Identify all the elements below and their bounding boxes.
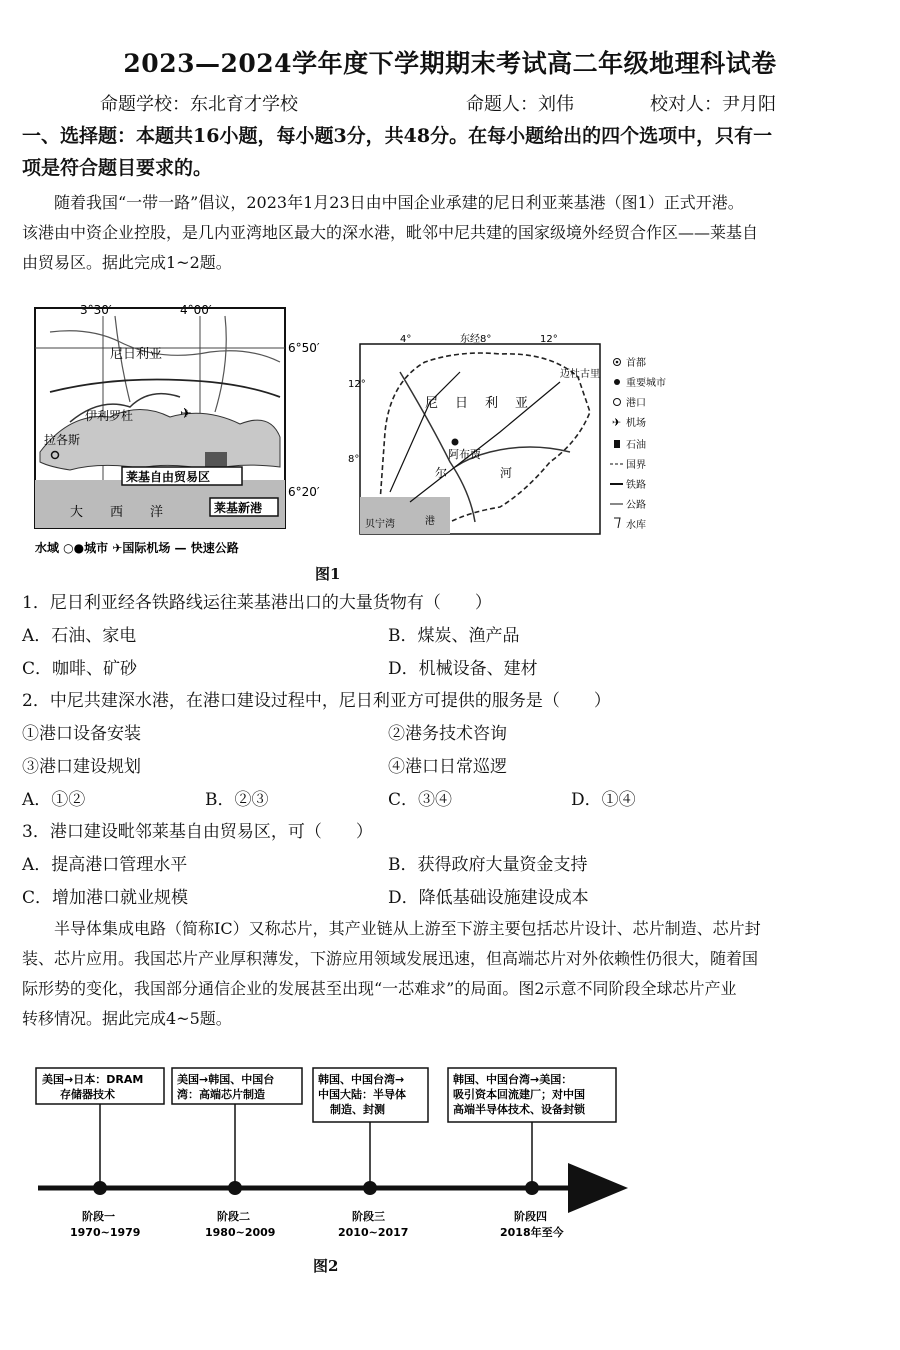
r-label-abuja: 阿布贾 bbox=[448, 448, 481, 461]
label-ocean-3: 洋 bbox=[150, 505, 164, 520]
page-title: 2023—2024学年度下学期期末考试高二年级地理科试卷 bbox=[123, 49, 777, 78]
q1-option-a[interactable]: A．石油、家电 bbox=[22, 626, 137, 646]
r-label-li: 利 bbox=[485, 396, 499, 411]
exam-school: 命题学校：东北育才学校 bbox=[100, 94, 298, 115]
q2-stem: 2．中尼共建深水港，在港口建设过程中，尼日利亚方可提供的服务是（ ） bbox=[22, 691, 611, 711]
stage3-node bbox=[363, 1181, 377, 1195]
q2-statement-1: ①港口设备安装 bbox=[22, 724, 141, 744]
stage2-node bbox=[228, 1181, 242, 1195]
label-nigeria: 尼日利亚 bbox=[110, 347, 163, 362]
stage2-years: 1980~2009 bbox=[205, 1226, 276, 1239]
q2-option-a[interactable]: A．①② bbox=[22, 790, 86, 810]
lon-label-2: 4°00′ bbox=[180, 303, 212, 317]
passage1-line1: 随着我国“一带一路”倡议，2023年1月23日由中国企业承建的尼日利亚莱基港（图1）正式开港。 bbox=[54, 193, 744, 212]
stage1-name: 阶段一 bbox=[82, 1210, 115, 1223]
r-label-ni: 尼 bbox=[425, 396, 439, 411]
q1-stem: 1．尼日利亚经各铁路线运往莱基港出口的大量货物有（ ） bbox=[22, 593, 492, 613]
stage4-box bbox=[448, 1068, 616, 1188]
left-map bbox=[35, 303, 320, 555]
right-map bbox=[348, 332, 666, 534]
r-label-bight: 贝宁湾 bbox=[365, 519, 395, 530]
exam-author: 命题人：刘伟 bbox=[466, 94, 574, 115]
q3-option-d[interactable]: D．降低基础设施建设成本 bbox=[388, 888, 589, 908]
label-free-trade-zone: 莱基自由贸易区 bbox=[126, 470, 211, 484]
lon-label-1: 3°30′ bbox=[80, 303, 112, 317]
stage4-years: 2018年至今 bbox=[500, 1226, 564, 1239]
r-label-ri: 日 bbox=[455, 396, 469, 411]
q2-option-d[interactable]: D．①④ bbox=[571, 790, 636, 810]
passage2-line1: 半导体集成电路（简称IC）又称芯片，其产业链从上游至下游主要包括芯片设计、芯片制造、芯片封 bbox=[54, 919, 761, 938]
stage4-box-line3: 高端半导体技术、设备封锁 bbox=[453, 1103, 585, 1116]
stage4-name: 阶段四 bbox=[514, 1210, 547, 1223]
stage3-box-line3: 制造、封测 bbox=[330, 1103, 385, 1116]
stage2-box bbox=[172, 1068, 302, 1188]
passage1-line2: 该港由中资企业控股，是几内亚湾地区最大的深水港，毗邻中尼共建的国家级境外经贸合作区——莱基自 bbox=[22, 223, 759, 242]
r-label-he: 河 bbox=[500, 466, 513, 480]
stage1-box-line1: 美国→日本：DRAM bbox=[42, 1073, 144, 1086]
q2-option-b[interactable]: B．②③ bbox=[205, 790, 269, 810]
stage1-node bbox=[93, 1181, 107, 1195]
stage4-box-line2: 吸引资本回流建厂；对中国 bbox=[453, 1088, 585, 1101]
q1-option-d[interactable]: D．机械设备、建材 bbox=[388, 659, 538, 679]
r-lon-label-2: 东经8° bbox=[460, 334, 492, 345]
stage3-years: 2010~2017 bbox=[338, 1226, 409, 1239]
stage1-box bbox=[36, 1068, 164, 1188]
figure2-caption: 图2 bbox=[313, 1257, 339, 1275]
label-ikorodu: 伊利罗杜 bbox=[85, 409, 134, 423]
legend-reservoir: 水库 bbox=[626, 520, 646, 531]
r-lon-label-3: 12° bbox=[540, 334, 558, 345]
figure1-caption: 图1 bbox=[315, 565, 341, 583]
legend-airport: 机场 bbox=[626, 418, 646, 429]
label-ocean-2: 西 bbox=[110, 505, 124, 520]
right-map-legend bbox=[610, 356, 666, 531]
legend-road: 公路 bbox=[626, 500, 646, 511]
q3-stem: 3．港口建设毗邻莱基自由贸易区，可（ ） bbox=[22, 822, 373, 842]
stage4-node bbox=[525, 1181, 539, 1195]
label-lagos: 拉各斯 bbox=[44, 433, 81, 447]
q3-option-b[interactable]: B．获得政府大量资金支持 bbox=[388, 855, 588, 875]
stage4-box-line1: 韩国、中国台湾→美国： bbox=[453, 1073, 573, 1086]
legend-railway: 铁路 bbox=[626, 480, 646, 491]
q2-statement-3: ③港口建设规划 bbox=[22, 757, 141, 777]
stage3-box-line1: 韩国、中国台湾→ bbox=[318, 1073, 405, 1086]
stage3-name: 阶段三 bbox=[352, 1210, 385, 1223]
legend-border: 国界 bbox=[626, 460, 646, 471]
r-lat-label-2: 8° bbox=[348, 454, 360, 465]
stage1-years: 1970~1979 bbox=[70, 1226, 141, 1239]
stage2-name: 阶段二 bbox=[217, 1210, 250, 1223]
section-heading-line2: 项是符合题目要求的。 bbox=[22, 157, 213, 179]
legend-airport-icon: ✈ bbox=[612, 416, 622, 429]
r-lon-label-1: 4° bbox=[400, 334, 412, 345]
r-lat-label-1: 12° bbox=[348, 379, 366, 390]
section-heading-line1: 一、选择题：本题共16小题，每小题3分，共48分。在每小题给出的四个选项中，只有一 bbox=[22, 125, 773, 147]
left-map-legend: 水域 ○●城市 ✈国际机场 — 快速公路 bbox=[35, 541, 239, 555]
q2-statement-4: ④港口日常巡逻 bbox=[388, 757, 507, 777]
q2-statement-2: ②港务技术咨询 bbox=[388, 724, 507, 744]
q3-option-c[interactable]: C．增加港口就业规模 bbox=[22, 888, 189, 908]
stage1-box-line2: 存储器技术 bbox=[60, 1088, 115, 1101]
legend-capital: 首都 bbox=[626, 358, 646, 369]
r-label-port: 港 bbox=[425, 516, 435, 527]
passage2-line3: 际形势的变化，我国部分通信企业的发展甚至出现“一芯难求”的局面。图2示意不同阶段全球芯片产业 bbox=[22, 979, 737, 998]
q1-option-c[interactable]: C．咖啡、矿砂 bbox=[22, 659, 138, 679]
label-ocean-1: 大 bbox=[70, 505, 84, 520]
r-label-maiduguri: 迈杜古里 bbox=[560, 369, 600, 380]
q1-option-b[interactable]: B．煤炭、渔产品 bbox=[388, 626, 520, 646]
lat-label-2: 6°20′ bbox=[288, 485, 320, 499]
r-label-er: 尔 bbox=[435, 466, 448, 480]
exam-checker: 校对人：尹月阳 bbox=[650, 94, 776, 115]
r-label-ya: 亚 bbox=[515, 396, 529, 411]
stage2-box-line2: 湾：高端芯片制造 bbox=[177, 1088, 265, 1101]
label-lekki-port: 莱基新港 bbox=[214, 501, 263, 515]
lat-label-1: 6°50′ bbox=[288, 341, 320, 355]
airport-icon: ✈ bbox=[180, 406, 192, 422]
q2-option-c[interactable]: C．③④ bbox=[388, 790, 453, 810]
legend-port: 港口 bbox=[626, 398, 646, 409]
stage3-box-line2: 中国大陆：半导体 bbox=[318, 1088, 406, 1101]
q3-option-a[interactable]: A．提高港口管理水平 bbox=[22, 855, 188, 875]
stage2-box-line1: 美国→韩国、中国台 bbox=[177, 1073, 275, 1086]
passage2-line2: 装、芯片应用。我国芯片产业厚积薄发，下游应用领域发展迅速，但高端芯片对外依赖性仍很大，随着国 bbox=[22, 949, 759, 968]
legend-oil: 石油 bbox=[626, 440, 646, 451]
stage3-box bbox=[313, 1068, 428, 1188]
legend-city: 重要城市 bbox=[626, 378, 666, 389]
passage2-line4: 转移情况。据此完成4~5题。 bbox=[22, 1009, 232, 1028]
figure1 bbox=[30, 302, 670, 560]
passage1-line3: 由贸易区。据此完成1~2题。 bbox=[22, 253, 232, 272]
